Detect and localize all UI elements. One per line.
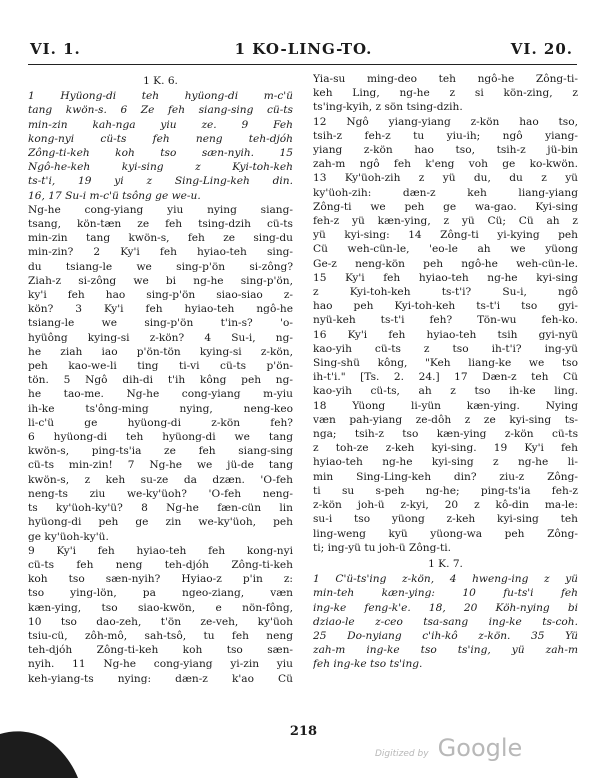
text-line: hyüong-di peh ge zin we-ky'üoh, peh	[28, 516, 293, 529]
text-line: he tao-me. Ng-he cong-yiang m-yiu	[28, 388, 293, 401]
text-line: zah-m ing-ke tso ts'ing, yü zah-m	[313, 644, 578, 657]
text-line: 15 Ky'i feh hyiao-teh ng-he kyi-sing	[313, 271, 578, 284]
text-line: tang kwön-s. 6 Ze feh siang-sing cü-ts	[28, 104, 293, 117]
page-corner-shadow	[0, 722, 80, 778]
running-head-left: VI. 1.	[30, 40, 81, 58]
text-line: 9 Ky'i feh hyiao-teh feh kong-nyi	[28, 544, 293, 557]
text-line: ing-ke feng-k'e. 18, 20 Köh-nying bi	[313, 601, 578, 614]
text-line: 16 Ky'i feh hyiao-teh tsih gyi-nyü	[313, 328, 578, 341]
text-line: ti su s-peh ng-he; ping-ts'ia feh-z	[313, 484, 578, 497]
page-number: 218	[289, 724, 318, 739]
text-line: keh Ling, ng-he z si kön-zing, z	[313, 87, 578, 100]
text-line: min-teh kæn-ying: 10 fu-ts'i feh	[313, 587, 578, 600]
text-line: ge ky'üoh-ky'ü.	[28, 530, 109, 543]
text-line: 25 Do-nyiang c'ih-kô z-kön. 35 Yü	[313, 629, 578, 642]
text-line: Zông-ti we peh ge wa-gao. Kyi-sing	[313, 200, 578, 213]
text-line: teh-djóh Zông-ti-keh koh tso sæn-	[28, 644, 293, 657]
text-line: Ziah-z si-zông we bi ng-he sing-p'ön,	[28, 274, 293, 287]
text-line: Ng-he cong-yiang yiu nying siang-	[28, 203, 293, 216]
text-line: tsih-z feh-z tu yiu-ih; ngô yiang-	[313, 129, 578, 142]
left-text-column	[28, 72, 293, 686]
text-line: ts'ing-kyih, z sön tsing-dzih.	[313, 101, 463, 114]
google-logo: Google	[437, 734, 523, 762]
text-line: he ziah iao p'ön-tön kying-si z-kön,	[28, 345, 293, 358]
text-line: min Sing-Ling-keh din? ziu-z Zông-	[313, 470, 578, 483]
text-line: Sing-shü kông, "Keh liang-ke we tso	[313, 357, 578, 370]
text-line: ling-weng kyü yüong-wa peh Zông-	[313, 527, 578, 540]
text-line: Zông-ti-keh koh tso sæn-nyih. 15	[28, 147, 293, 160]
text-line: 12 Ngô yiang-yiang z-kön hao tso,	[313, 115, 578, 128]
text-line: dziao-le z-ceo tsa-sang ing-ke ts-coh.	[313, 615, 578, 628]
digitized-watermark	[375, 734, 522, 762]
text-line: kwön-s, ping-ts'ia ze feh siang-sing	[28, 445, 293, 458]
text-line: feh ing-ke tso ts'ing.	[313, 658, 423, 671]
text-line: neng-ts ziu we-ky'üoh? 'O-feh neng-	[28, 487, 293, 500]
running-head-right: VI. 20.	[510, 40, 573, 58]
text-line: 1 K. 7.	[428, 557, 463, 570]
text-line: ts ky'üoh-ky'ü? 8 Ng-he fæn-cün lin	[28, 502, 293, 515]
text-line: kæn-ying, tso siao-kwön, e nön-fông,	[28, 601, 293, 614]
header-rule	[28, 64, 577, 65]
text-line: zah-m ngô feh k'eng voh ge ko-kwön.	[313, 158, 578, 171]
text-line: ih-t'i." [Ts. 2. 24.] 17 Dæn-z teh Cü	[313, 371, 578, 384]
text-line: Ge-z neng-kön peh ngô-he weh-cün-le.	[313, 257, 578, 270]
running-head-title: 1 KO-LING-TO.	[234, 40, 373, 58]
text-line: cü-ts min-zin! 7 Ng-he we jü-de tang	[28, 459, 293, 472]
text-line: 1 Hyüong-di teh hyüong-di m-c'ü	[28, 90, 293, 103]
text-line: 18 Yüong li-yün kæn-ying. Nying	[313, 399, 578, 412]
text-line: tön. 5 Ngô dih-di t'ih kông peh ng-	[28, 374, 293, 387]
text-line: min-zin? 2 Ky'i feh hyiao-teh sing-	[28, 246, 293, 259]
text-line: yiang z-kön hao tso, tsih-z jü-bin	[313, 144, 578, 157]
text-line: tsiang-le we sing-p'ön t'in-s? 'o-	[28, 317, 293, 330]
text-line: tsiu-cü, zôh-mô, sah-tsô, tu feh neng	[28, 629, 293, 642]
text-line: z Kyi-toh-keh ts-t'i? Su-i, ngô	[313, 286, 578, 299]
text-line: li-c'ü ge hyüong-di z-kön feh?	[28, 416, 293, 429]
text-line: Yia-su ming-deo teh ngô-he Zông-ti-	[313, 73, 578, 85]
text-line: nyü-keh ts-t'i feh? Tön-wu feh-ko.	[313, 314, 578, 327]
text-line: kwön-s, z keh su-ze da dzæn. 'O-feh	[28, 473, 293, 486]
text-line: z-kön joh-ü z-kyi, 20 z kô-din ma-le:	[313, 499, 578, 512]
text-line: 13 Ky'üoh-zih z yü du, du z yü	[313, 172, 578, 185]
text-line: koh tso sæn-nyih? Hyiao-z p'in z:	[28, 573, 293, 586]
text-line: 16, 17 Su-i m-c'ü tsông ge we-u.	[28, 189, 201, 202]
text-line: su-i tso yüong z-keh kyi-sing teh	[313, 513, 578, 526]
text-line: tsang, kön-tæn ze feh tsing-dzih cü-ts	[28, 218, 293, 231]
text-line: 10 tso dao-zeh, t'ön ze-veh, ky'üoh	[28, 615, 293, 628]
text-line: Cü weh-cün-le, 'eo-le ah we yüong	[313, 243, 578, 256]
text-line: kön? 3 Ky'i feh hyiao-teh ngô-he	[28, 303, 293, 316]
text-line: 6 hyüong-di teh hyüong-di we tang	[28, 431, 293, 444]
text-line: tso ying-lön, pa ngeo-ziang, væn	[28, 587, 293, 600]
text-line: peh kao-we-li ting ti-vi cü-ts p'ön-	[28, 360, 293, 373]
text-line: hyiao-teh ng-he kyi-sing z ng-he li-	[313, 456, 578, 469]
text-line: kao-yih cü-ts z tso ih-t'i? ing-yü	[313, 342, 578, 355]
text-line: min-zin tang kwön-s, feh ze sing-du	[28, 232, 293, 245]
text-line: Ngô-he-keh kyi-sing z Kyi-toh-keh	[28, 161, 293, 174]
text-line: ts-t'i, 19 yi z Sing-Ling-keh din.	[28, 175, 293, 188]
text-line: 1 K. 6.	[143, 75, 178, 87]
text-line: ti; ing-yü tu joh-ü Zông-ti.	[313, 541, 451, 554]
text-line: 1 C'ü-ts'ing z-kön, 4 hweng-ing z yü	[313, 573, 578, 586]
text-line: keh-yiang-ts nying: dæn-z k'ao Cü	[28, 672, 293, 685]
text-line: nyih. 11 Ng-he cong-yiang yi-zin yiu	[28, 658, 293, 671]
text-line: yü kyi-sing: 14 Zông-ti yi-kying peh	[313, 229, 578, 242]
text-line: kao-yih cü-ts, ah z tso ih-ke ling.	[313, 385, 578, 398]
text-line: nga; tsih-z tso kæn-ying z-kön cü-ts	[313, 428, 578, 441]
text-line: kong-nyi cü-ts feh neng teh-djóh	[28, 132, 293, 145]
text-line: z toh-ze z-keh kyi-sing. 19 Ky'i feh	[313, 442, 578, 455]
text-line: væn pah-yiang ze-dôh z ze kyi-sing ts-	[313, 413, 578, 426]
text-line: feh-z yü kæn-ying, z yü Cü; Cü ah z	[313, 215, 578, 228]
text-line: min-zin kah-nga yiu ze. 9 Feh	[28, 118, 293, 131]
text-line: cü-ts feh neng teh-djóh Zông-ti-keh	[28, 558, 293, 571]
text-line: ky'i feh hao sing-p'ön siao-siao z-	[28, 289, 293, 302]
watermark-prefix: Digitized by	[375, 749, 429, 759]
text-line: ih-ke ts'ông-ming nying, neng-keo	[28, 402, 293, 415]
text-line: ky'üoh-zih: dæn-z keh liang-yiang	[313, 186, 578, 199]
right-text-column	[313, 72, 578, 672]
text-line: du tsiang-le we sing-p'ön si-zông?	[28, 260, 293, 273]
text-line: hao peh Kyi-toh-keh ts-t'i tso gyi-	[313, 300, 578, 313]
text-line: hyüông kying-si z-kön? 4 Su-i, ng-	[28, 331, 293, 344]
